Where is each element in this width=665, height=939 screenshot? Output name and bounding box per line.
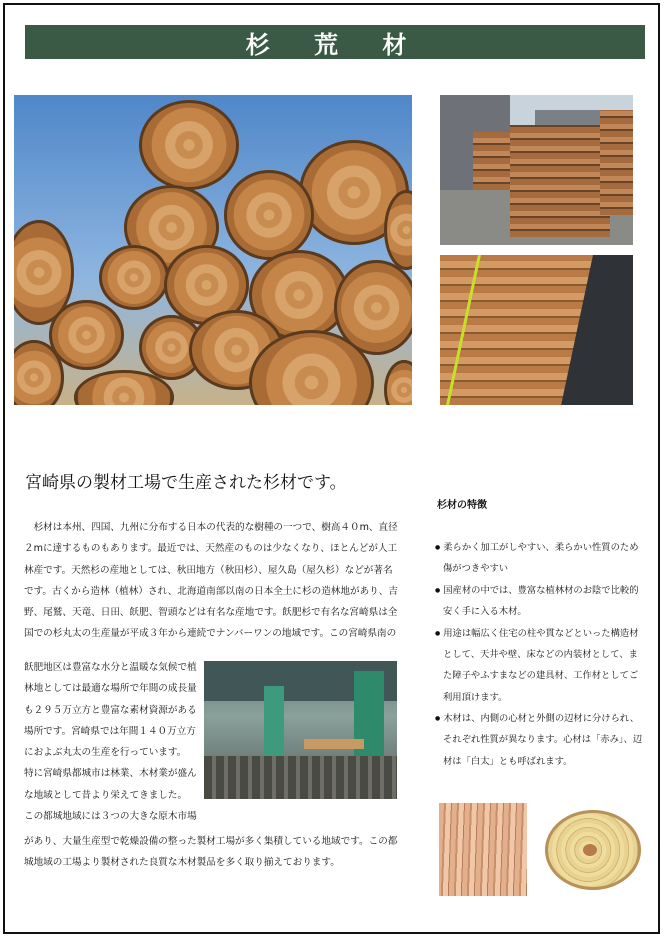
feature-item: ● 柔らかく加工がしやすい、柔らかい性質のため傷がつきやすい <box>433 537 643 580</box>
body-paragraph-top: 杉材は本州、四国、九州に分布する日本の代表的な樹種の一つで、樹高４０m、直径 ２mに達するものもあります。最近では、天然産のものは少なくなり、ほとんどが人工 林産です。天然杉の産地としては、秋田地方（秋田杉）、屋久島（屋久杉）などが著名 です。古くから造林（植林）され、北海道南部以南の日本全土に杉の造林地があり、吉 野、尾鷲、天竜、日田、飫肥、智頭などは有名な産地です。飫肥杉で有名な宮崎県は全 国での杉丸太の生産量が平成３年から連続でナンバーワンの地域です。この宮崎県南の <box>24 522 398 640</box>
lumber-yard-photo <box>440 95 633 245</box>
page-title: 杉 荒 材 <box>25 25 645 59</box>
body-paragraph-bottom: があり、大量生産型で乾燥設備の整った製材工場が多く集積している地域です。この都 城地域の工場より製材された良質な木材製品を多く取り揃えております。 <box>24 836 398 869</box>
features-list <box>433 537 643 772</box>
stacked-boards-photo <box>440 255 633 405</box>
log-cross-section-photo <box>543 808 643 893</box>
feature-item: ● 木材は、内側の心材と外側の辺材に分けられ、それぞれ性質が異なります。心材は「赤み」、辺材は「白太」とも呼ばれます。 <box>433 708 643 772</box>
main-heading: 宮崎県の製材工場で生産された杉材です。 <box>25 473 347 493</box>
log-pile-photo <box>14 95 412 405</box>
wood-grain-photo <box>439 803 527 896</box>
body-paragraph-left: 飫肥地区は豊富な水分と温暖な気候で植 林地としては最適な場所で年間の成長量 も２９５万立方と豊富な素材資源がある 場所です。宮崎県では年間１４０万立方 におよぶ丸太の生産を行っています。 特に宮崎県都城市は林業、木材業が盛ん な地域として昔より栄えてきました。 この都城地域には３つの大きな原木市場 <box>24 662 197 823</box>
sawmill-photo <box>204 661 397 799</box>
feature-item: ● 国産材の中では、豊富な植林材のお陰で比較的安く手に入る木材。 <box>433 580 643 623</box>
features-title: 杉材の特徴 <box>437 500 487 511</box>
feature-item: ● 用途は幅広く住宅の柱や貫などといった構造材として、天井や壁、床などの内装材として、また障子やふすまなどの建具材、工作材としてご利用頂けます。 <box>433 623 643 708</box>
